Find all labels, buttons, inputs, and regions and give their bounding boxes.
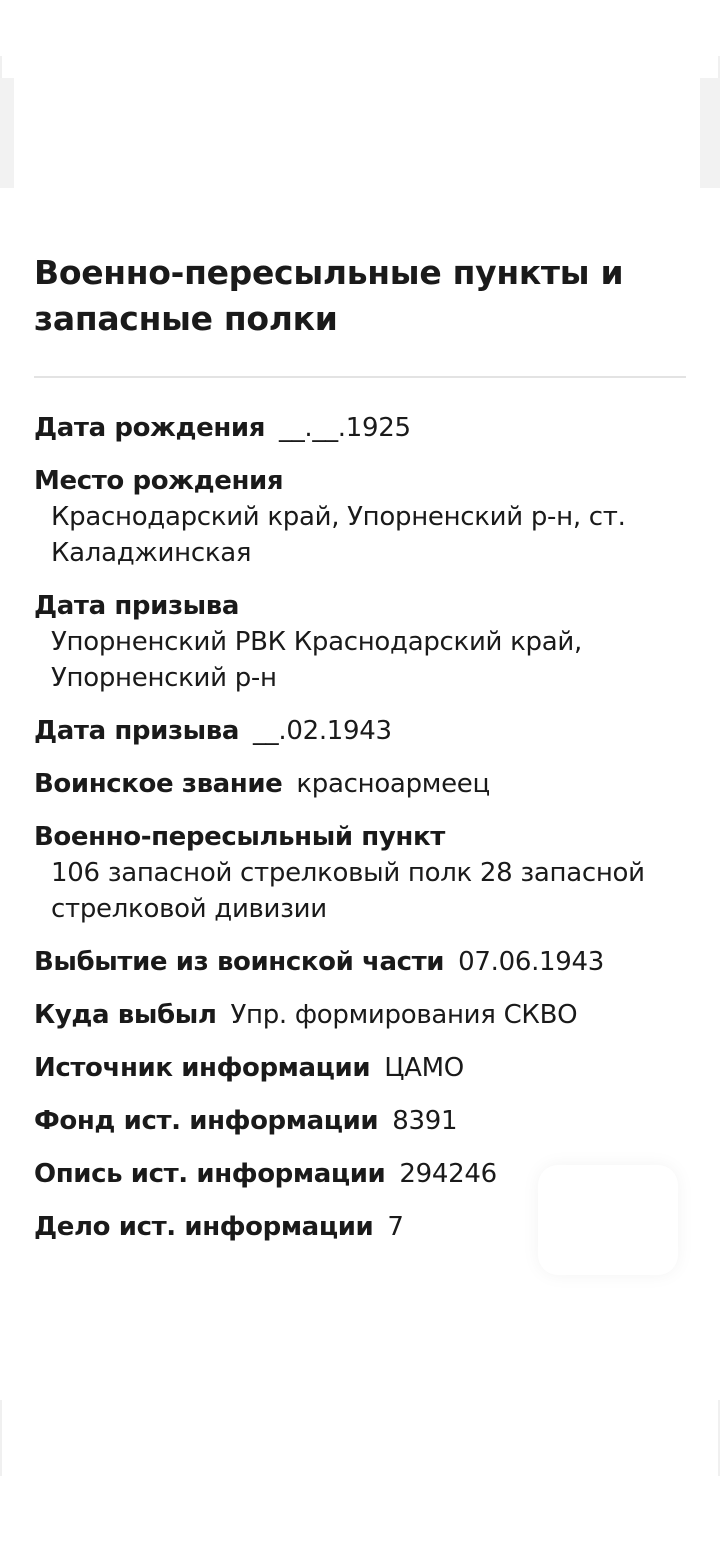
field-value: __.__.1925: [279, 413, 411, 443]
field-label: Дело ист. информации: [34, 1212, 374, 1242]
field-value: 7: [387, 1212, 404, 1242]
frame-edge: [0, 56, 2, 78]
field-label: Опись ист. информации: [34, 1159, 386, 1189]
field-label: Дата призыва: [34, 716, 239, 746]
field-value: 07.06.1943: [458, 947, 605, 977]
field-label: Источник информации: [34, 1053, 371, 1083]
field-label: Дата призыва: [34, 591, 239, 621]
side-band: [0, 78, 14, 188]
field-departure-date: [34, 944, 686, 980]
field-birth-place: [34, 463, 686, 571]
field-label: Куда выбыл: [34, 1000, 217, 1030]
field-source: [34, 1050, 686, 1086]
record-card: [34, 250, 686, 1262]
field-label: Воинское звание: [34, 769, 283, 799]
floating-panel: [538, 1165, 678, 1275]
field-value: 8391: [392, 1106, 458, 1136]
field-label: Дата рождения: [34, 413, 266, 443]
field-fund: [34, 1103, 686, 1139]
page-title: Военно-пересыльные пункты и запасные полки: [34, 253, 624, 338]
field-label: Место рождения: [34, 466, 284, 496]
field-draft-office: [34, 588, 686, 696]
field-value: 294246: [399, 1159, 497, 1189]
field-label: Выбытие из воинской части: [34, 947, 445, 977]
field-value: 106 запасной стрелковый полк 28 запасной стрелковой дивизии: [51, 858, 645, 924]
divider: [34, 376, 686, 378]
field-rank: [34, 766, 686, 802]
field-value: Упр. формирования СКВО: [230, 1000, 578, 1030]
field-destination: [34, 997, 686, 1033]
field-value: Краснодарский край, Упорненский р-н, ст. Каладжинская: [51, 502, 626, 568]
field-label: Фонд ист. информации: [34, 1106, 379, 1136]
field-transit-point: [34, 819, 686, 927]
side-band: [700, 78, 720, 188]
field-value: красноармеец: [296, 769, 490, 799]
field-value: ЦАМО: [384, 1053, 464, 1083]
field-draft-date: [34, 713, 686, 749]
field-value: __.02.1943: [252, 716, 392, 746]
field-label: Военно-пересыльный пункт: [34, 822, 445, 852]
field-value: Упорненский РВК Краснодарский край, Упорненский р-н: [51, 627, 582, 693]
field-birth-date: [34, 410, 686, 446]
frame-edge: [0, 1400, 2, 1476]
